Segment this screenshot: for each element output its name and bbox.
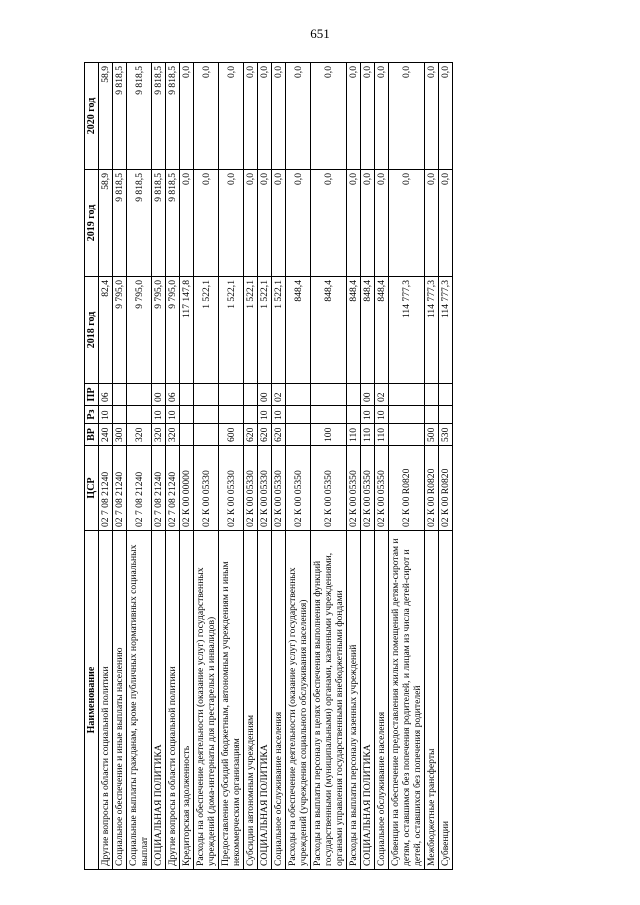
- cell-pr: [439, 384, 453, 406]
- cell-2018: 114 777,3: [439, 277, 453, 384]
- cell-name: Социальное обслуживание населения: [272, 531, 286, 870]
- cell-vr: 530: [439, 424, 453, 446]
- cell-2020: 0,0: [219, 63, 244, 170]
- cell-2018: 1 522,1: [272, 277, 286, 384]
- cell-csr: 02 К 00 05350: [361, 446, 375, 531]
- cell-name: Межбюджетные трансферты: [425, 531, 439, 870]
- header-2018: 2018 год: [85, 277, 99, 384]
- cell-2020: 58,9: [99, 63, 113, 170]
- cell-2018: 114 777,3: [425, 277, 439, 384]
- cell-vr: 620: [258, 424, 272, 446]
- cell-2019: 0,0: [286, 170, 311, 277]
- cell-vr: 100: [311, 424, 347, 446]
- cell-csr: 02 К 00 R0820: [389, 446, 425, 531]
- header-csr: ЦСР: [85, 446, 99, 531]
- cell-pr: 00: [258, 384, 272, 406]
- cell-name: Предоставление субсидий бюджетным, автономным учреждениям и иным некоммерческим организациям: [219, 531, 244, 870]
- budget-table: [84, 62, 453, 870]
- cell-vr: 110: [375, 424, 389, 446]
- cell-2020: 0,0: [347, 63, 361, 170]
- cell-vr: 110: [361, 424, 375, 446]
- cell-pr: 02: [272, 384, 286, 406]
- cell-csr: 02 К 00 05350: [286, 446, 311, 531]
- cell-pr: [311, 384, 347, 406]
- header-vr: ВР: [85, 424, 99, 446]
- table-row: [244, 63, 258, 870]
- cell-rz: [127, 406, 152, 424]
- table-row: [375, 63, 389, 870]
- cell-rz: [347, 406, 361, 424]
- cell-2019: 0,0: [439, 170, 453, 277]
- cell-rz: [113, 406, 127, 424]
- cell-2020: 9 818,5: [113, 63, 127, 170]
- cell-rz: 10: [272, 406, 286, 424]
- cell-rz: [286, 406, 311, 424]
- cell-name: Другие вопросы в области социальной политики: [166, 531, 180, 870]
- cell-2020: 0,0: [272, 63, 286, 170]
- cell-csr: 02 К 00 R0820: [439, 446, 453, 531]
- table-row: [166, 63, 180, 870]
- cell-2020: 0,0: [180, 63, 194, 170]
- table-row: [99, 63, 113, 870]
- cell-2018: 848,4: [375, 277, 389, 384]
- cell-csr: 02 К 00 00000: [180, 446, 194, 531]
- cell-name: Расходы на выплаты персоналу казенных учреждений: [347, 531, 361, 870]
- cell-2018: 9 795,0: [113, 277, 127, 384]
- cell-2019: 0,0: [425, 170, 439, 277]
- cell-rz: [194, 406, 219, 424]
- cell-vr: 110: [347, 424, 361, 446]
- cell-2019: 0,0: [219, 170, 244, 277]
- cell-2019: 58,9: [99, 170, 113, 277]
- table-row: [272, 63, 286, 870]
- cell-2020: 0,0: [311, 63, 347, 170]
- cell-vr: 620: [272, 424, 286, 446]
- cell-2019: 9 818,5: [152, 170, 166, 277]
- table-row: [311, 63, 347, 870]
- cell-vr: [180, 424, 194, 446]
- cell-rz: [389, 406, 425, 424]
- cell-csr: 02 7 08 21240: [99, 446, 113, 531]
- cell-2020: 0,0: [425, 63, 439, 170]
- cell-pr: [219, 384, 244, 406]
- cell-pr: [244, 384, 258, 406]
- cell-2019: 0,0: [375, 170, 389, 277]
- cell-2019: 0,0: [361, 170, 375, 277]
- cell-rz: 10: [166, 406, 180, 424]
- cell-rz: [180, 406, 194, 424]
- header-rz: Рз: [85, 406, 99, 424]
- cell-2018: 9 795,0: [166, 277, 180, 384]
- cell-rz: 10: [361, 406, 375, 424]
- cell-vr: 600: [219, 424, 244, 446]
- cell-2018: 117 147,8: [180, 277, 194, 384]
- cell-2018: 848,4: [286, 277, 311, 384]
- cell-2019: 0,0: [180, 170, 194, 277]
- cell-vr: [194, 424, 219, 446]
- cell-2020: 0,0: [244, 63, 258, 170]
- cell-pr: [286, 384, 311, 406]
- cell-2019: 9 818,5: [127, 170, 152, 277]
- rotated-table-area: [84, 63, 554, 870]
- cell-name: СОЦИАЛЬНАЯ ПОЛИТИКА: [152, 531, 166, 870]
- cell-vr: 500: [425, 424, 439, 446]
- table-row: [425, 63, 439, 870]
- table-header: [85, 63, 99, 870]
- cell-2018: 848,4: [361, 277, 375, 384]
- cell-rz: [244, 406, 258, 424]
- cell-name: Расходы на выплаты персоналу в целях обеспечения выполнения функций государственными (муниципальными) органами, казенными учреждениями, органами управления государственными внебюджетными фондами: [311, 531, 347, 870]
- cell-csr: 02 К 00 05350: [375, 446, 389, 531]
- page-number: 651: [310, 26, 330, 41]
- cell-name: Социальные выплаты гражданам, кроме публичных нормативных социальных выплат: [127, 531, 152, 870]
- cell-2018: 1 522,1: [258, 277, 272, 384]
- table-row: [113, 63, 127, 870]
- cell-pr: [194, 384, 219, 406]
- cell-2019: 0,0: [194, 170, 219, 277]
- cell-vr: 320: [166, 424, 180, 446]
- cell-csr: 02 К 00 05330: [244, 446, 258, 531]
- table-row: [347, 63, 361, 870]
- cell-vr: [286, 424, 311, 446]
- table-row: [439, 63, 453, 870]
- cell-pr: 06: [166, 384, 180, 406]
- cell-2020: 0,0: [389, 63, 425, 170]
- cell-2019: 0,0: [244, 170, 258, 277]
- cell-pr: [389, 384, 425, 406]
- cell-csr: 02 К 00 05350: [347, 446, 361, 531]
- cell-vr: 320: [127, 424, 152, 446]
- header-2020: 2020 год: [85, 63, 99, 170]
- cell-csr: 02 К 00 05330: [258, 446, 272, 531]
- table-row: [389, 63, 425, 870]
- cell-2020: 0,0: [194, 63, 219, 170]
- cell-rz: 10: [152, 406, 166, 424]
- cell-2019: 9 818,5: [166, 170, 180, 277]
- table-row: [127, 63, 152, 870]
- cell-csr: 02 7 08 21240: [127, 446, 152, 531]
- cell-name: Социальное обеспечение и иные выплаты населению: [113, 531, 127, 870]
- cell-pr: [347, 384, 361, 406]
- cell-2019: 0,0: [258, 170, 272, 277]
- header-row: [85, 63, 99, 870]
- cell-2020: 9 818,5: [166, 63, 180, 170]
- cell-pr: 02: [375, 384, 389, 406]
- cell-csr: 02 К 00 05350: [311, 446, 347, 531]
- cell-2020: 0,0: [439, 63, 453, 170]
- cell-2020: 9 818,5: [152, 63, 166, 170]
- cell-pr: 00: [152, 384, 166, 406]
- cell-rz: [425, 406, 439, 424]
- cell-csr: 02 К 00 05330: [219, 446, 244, 531]
- cell-vr: 320: [152, 424, 166, 446]
- table-row: [361, 63, 375, 870]
- cell-2018: 848,4: [347, 277, 361, 384]
- cell-pr: [425, 384, 439, 406]
- cell-2020: 0,0: [361, 63, 375, 170]
- cell-2020: 0,0: [375, 63, 389, 170]
- cell-pr: [180, 384, 194, 406]
- table-row: [180, 63, 194, 870]
- cell-name: Субсидии автономным учреждениям: [244, 531, 258, 870]
- cell-vr: 620: [244, 424, 258, 446]
- cell-2019: 0,0: [311, 170, 347, 277]
- cell-vr: 240: [99, 424, 113, 446]
- cell-2018: 1 522,1: [244, 277, 258, 384]
- header-2019: 2019 год: [85, 170, 99, 277]
- cell-2019: 0,0: [347, 170, 361, 277]
- cell-csr: 02 7 08 21240: [113, 446, 127, 531]
- cell-name: СОЦИАЛЬНАЯ ПОЛИТИКА: [361, 531, 375, 870]
- cell-csr: 02 К 00 R0820: [425, 446, 439, 531]
- cell-csr: 02 К 00 05330: [272, 446, 286, 531]
- cell-2020: 9 818,5: [127, 63, 152, 170]
- cell-name: Кредиторская задолженность: [180, 531, 194, 870]
- table-row: [219, 63, 244, 870]
- cell-pr: 00: [361, 384, 375, 406]
- cell-vr: 300: [113, 424, 127, 446]
- cell-name: Субвенции на обеспечение предоставления жилых помещений детям-сиротам и детям, оставшимся без попечения родителей, и лицам из числа детей-сирот и детей, оставшихся без попечения родителей: [389, 531, 425, 870]
- table-body: [99, 63, 453, 870]
- cell-2018: 9 795,0: [127, 277, 152, 384]
- rotated-table-container: [84, 63, 554, 870]
- table-row: [258, 63, 272, 870]
- cell-rz: [439, 406, 453, 424]
- cell-2018: 114 777,3: [389, 277, 425, 384]
- cell-rz: [219, 406, 244, 424]
- cell-2020: 0,0: [286, 63, 311, 170]
- cell-name: Субвенции: [439, 531, 453, 870]
- cell-csr: 02 7 08 21240: [152, 446, 166, 531]
- cell-pr: [113, 384, 127, 406]
- cell-csr: 02 К 00 05330: [194, 446, 219, 531]
- cell-rz: [311, 406, 347, 424]
- table-row: [152, 63, 166, 870]
- cell-csr: 02 7 08 21240: [166, 446, 180, 531]
- cell-2019: 0,0: [389, 170, 425, 277]
- cell-2018: 848,4: [311, 277, 347, 384]
- cell-2018: 82,4: [99, 277, 113, 384]
- cell-2018: 1 522,1: [219, 277, 244, 384]
- table-row: [286, 63, 311, 870]
- header-name: Наименование: [85, 531, 99, 870]
- cell-2020: 0,0: [258, 63, 272, 170]
- cell-pr: 06: [99, 384, 113, 406]
- cell-2018: 1 522,1: [194, 277, 219, 384]
- cell-name: Расходы на обеспечение деятельности (оказание услуг) государственных учреждений (дома-интернаты для престарелых и инвалидов): [194, 531, 219, 870]
- header-pr: ПР: [85, 384, 99, 406]
- cell-name: Социальное обслуживание населения: [375, 531, 389, 870]
- cell-2019: 0,0: [272, 170, 286, 277]
- cell-pr: [127, 384, 152, 406]
- cell-name: СОЦИАЛЬНАЯ ПОЛИТИКА: [258, 531, 272, 870]
- cell-rz: 10: [375, 406, 389, 424]
- cell-2019: 9 818,5: [113, 170, 127, 277]
- cell-vr: [389, 424, 425, 446]
- table-row: [194, 63, 219, 870]
- cell-name: Расходы на обеспечение деятельности (оказание услуг) государственных учреждений (учреждения социального обслуживания населения): [286, 531, 311, 870]
- cell-name: Другие вопросы в области социальной политики: [99, 531, 113, 870]
- cell-2018: 9 795,0: [152, 277, 166, 384]
- cell-rz: 10: [99, 406, 113, 424]
- cell-rz: 10: [258, 406, 272, 424]
